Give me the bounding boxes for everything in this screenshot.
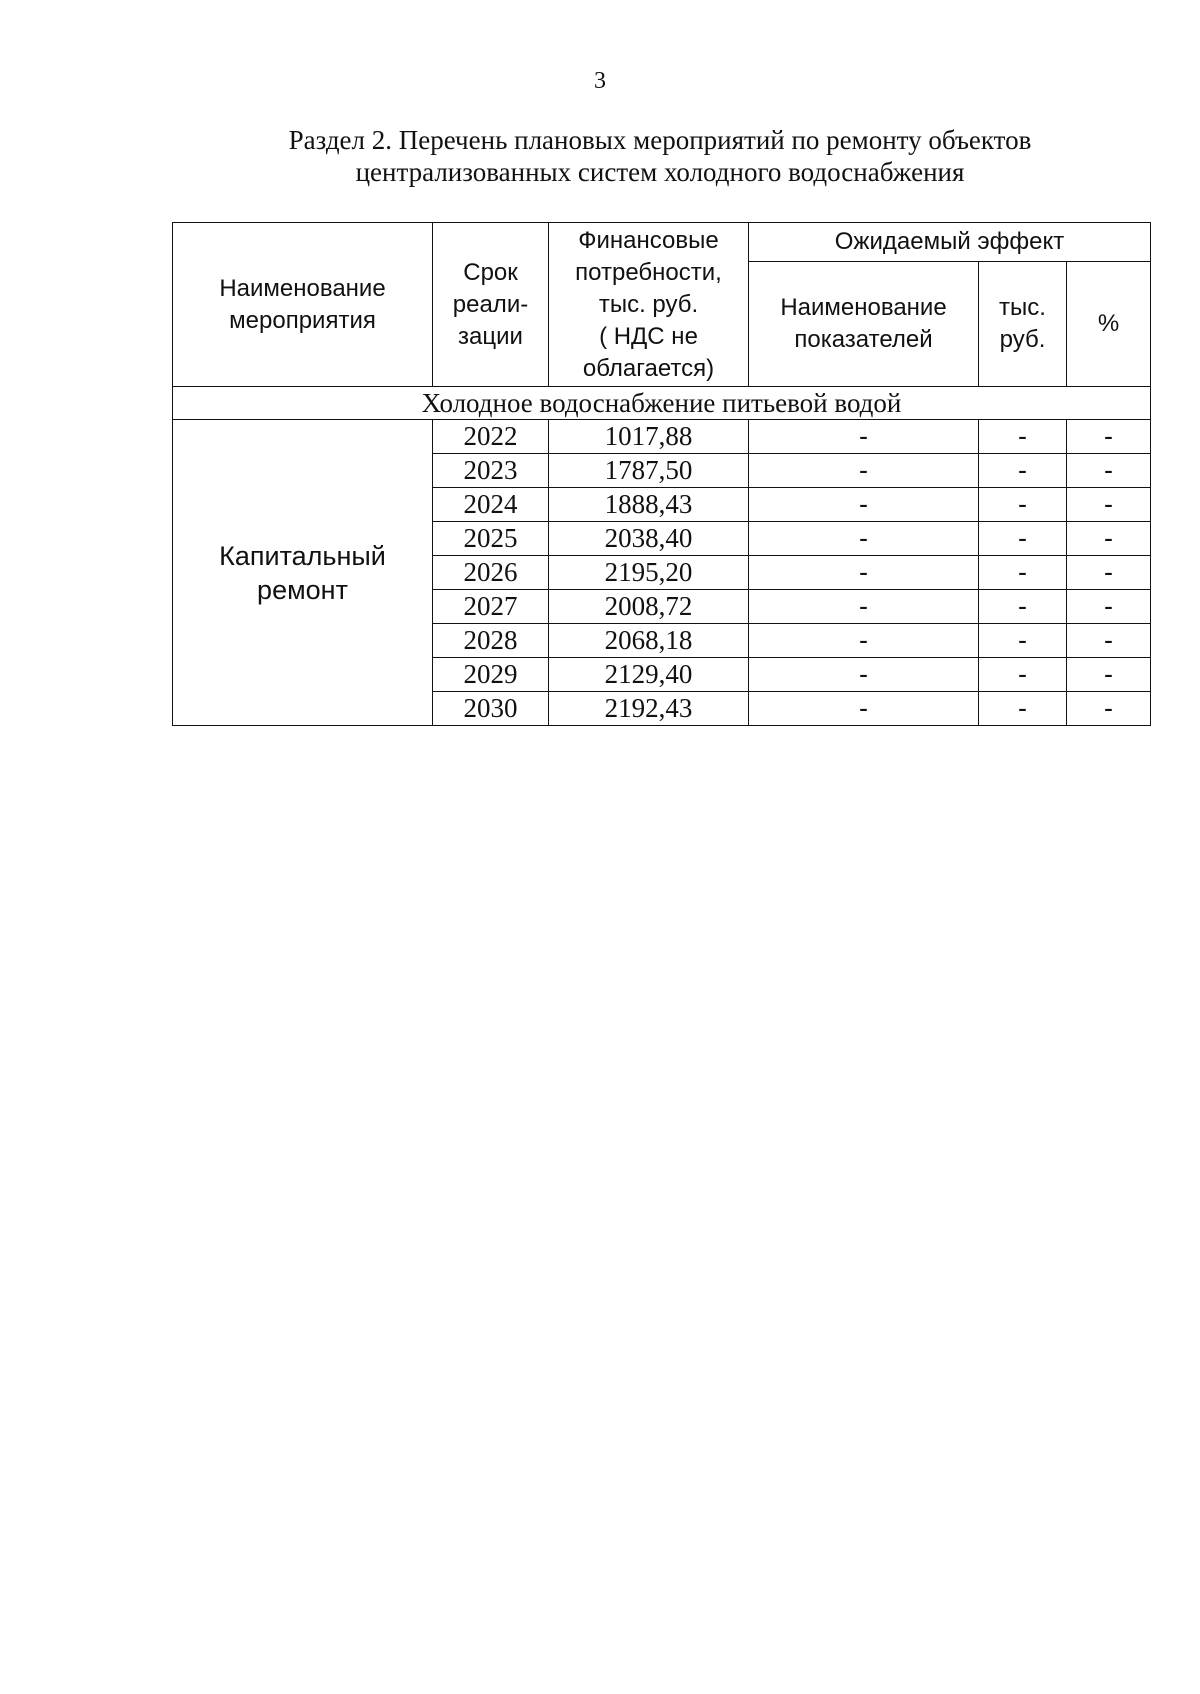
rub-cell: - [979,488,1067,522]
percent-cell: - [1067,454,1151,488]
year-cell: 2025 [433,522,549,556]
amount-cell: 2008,72 [549,590,749,624]
rub-cell: - [979,556,1067,590]
header-financial-needs-line-4: ( НДС не [599,322,698,350]
rub-cell: - [979,692,1067,726]
year-cell: 2028 [433,624,549,658]
section-title [160,124,1160,188]
rub-cell: - [979,658,1067,692]
year-cell: 2030 [433,692,549,726]
percent-cell: - [1067,624,1151,658]
header-financial-needs-line-2: потребности, [575,258,722,286]
activity-line-1: Капитальный [219,540,386,571]
amount-cell: 2038,40 [549,522,749,556]
header-activity-name [173,223,433,387]
table-row [173,420,1151,454]
year-cell: 2027 [433,590,549,624]
year-cell: 2026 [433,556,549,590]
amount-cell: 2068,18 [549,624,749,658]
header-period [433,223,549,387]
percent-cell: - [1067,522,1151,556]
indicator-cell: - [749,692,979,726]
indicator-cell: - [749,420,979,454]
header-financial-needs-line-5: облагается) [582,354,715,382]
indicator-cell: - [749,522,979,556]
header-expected-effect: Ожидаемый эффект [749,223,1151,262]
rub-cell: - [979,420,1067,454]
amount-cell: 2192,43 [549,692,749,726]
activity-line-2: ремонт [257,574,348,605]
amount-cell: 1017,88 [549,420,749,454]
percent-cell: - [1067,658,1151,692]
header-financial-needs-line-3: тыс. руб. [598,290,699,318]
header-thousand-rub [979,262,1067,387]
header-activity-name-line-1: Наименование [219,274,386,302]
header-thousand-rub-line-2: руб. [999,326,1046,353]
header-financial-needs-line-1: Финансовые [578,226,719,254]
rub-cell: - [979,454,1067,488]
header-period-line-3: зации [458,322,523,350]
amount-cell: 1787,50 [549,454,749,488]
rub-cell: - [979,624,1067,658]
header-indicators-name-line-1: Наименование [780,294,947,321]
percent-cell: - [1067,590,1151,624]
section-row-title: Холодное водоснабжение питьевой водой [173,387,1151,420]
page-number: 3 [594,68,606,94]
plan-table-header [173,223,1151,387]
indicator-cell: - [749,658,979,692]
activity-cell [173,420,433,726]
year-cell: 2029 [433,658,549,692]
header-indicators-name [749,262,979,387]
header-thousand-rub-line-1: тыс. [999,294,1046,321]
rub-cell: - [979,522,1067,556]
indicator-cell: - [749,454,979,488]
percent-cell: - [1067,488,1151,522]
amount-cell: 2129,40 [549,658,749,692]
header-period-line-1: Срок [463,258,518,286]
section-title-line-2: централизованных систем холодного водоснабжения [355,157,965,187]
header-activity-name-line-2: мероприятия [229,306,376,334]
year-cell: 2022 [433,420,549,454]
plan-table [172,222,1151,726]
rub-cell: - [979,590,1067,624]
header-percent: % [1067,262,1151,387]
plan-table-body [173,387,1151,726]
percent-cell: - [1067,692,1151,726]
percent-cell: - [1067,556,1151,590]
section-title-line-1: Раздел 2. Перечень плановых мероприятий по ремонту объектов [288,125,1032,155]
indicator-cell: - [749,556,979,590]
amount-cell: 1888,43 [549,488,749,522]
percent-cell: - [1067,420,1151,454]
indicator-cell: - [749,488,979,522]
header-financial-needs [549,223,749,387]
header-period-line-2: реали- [452,290,529,318]
year-cell: 2023 [433,454,549,488]
year-cell: 2024 [433,488,549,522]
indicator-cell: - [749,624,979,658]
header-indicators-name-line-2: показателей [794,326,933,353]
amount-cell: 2195,20 [549,556,749,590]
indicator-cell: - [749,590,979,624]
